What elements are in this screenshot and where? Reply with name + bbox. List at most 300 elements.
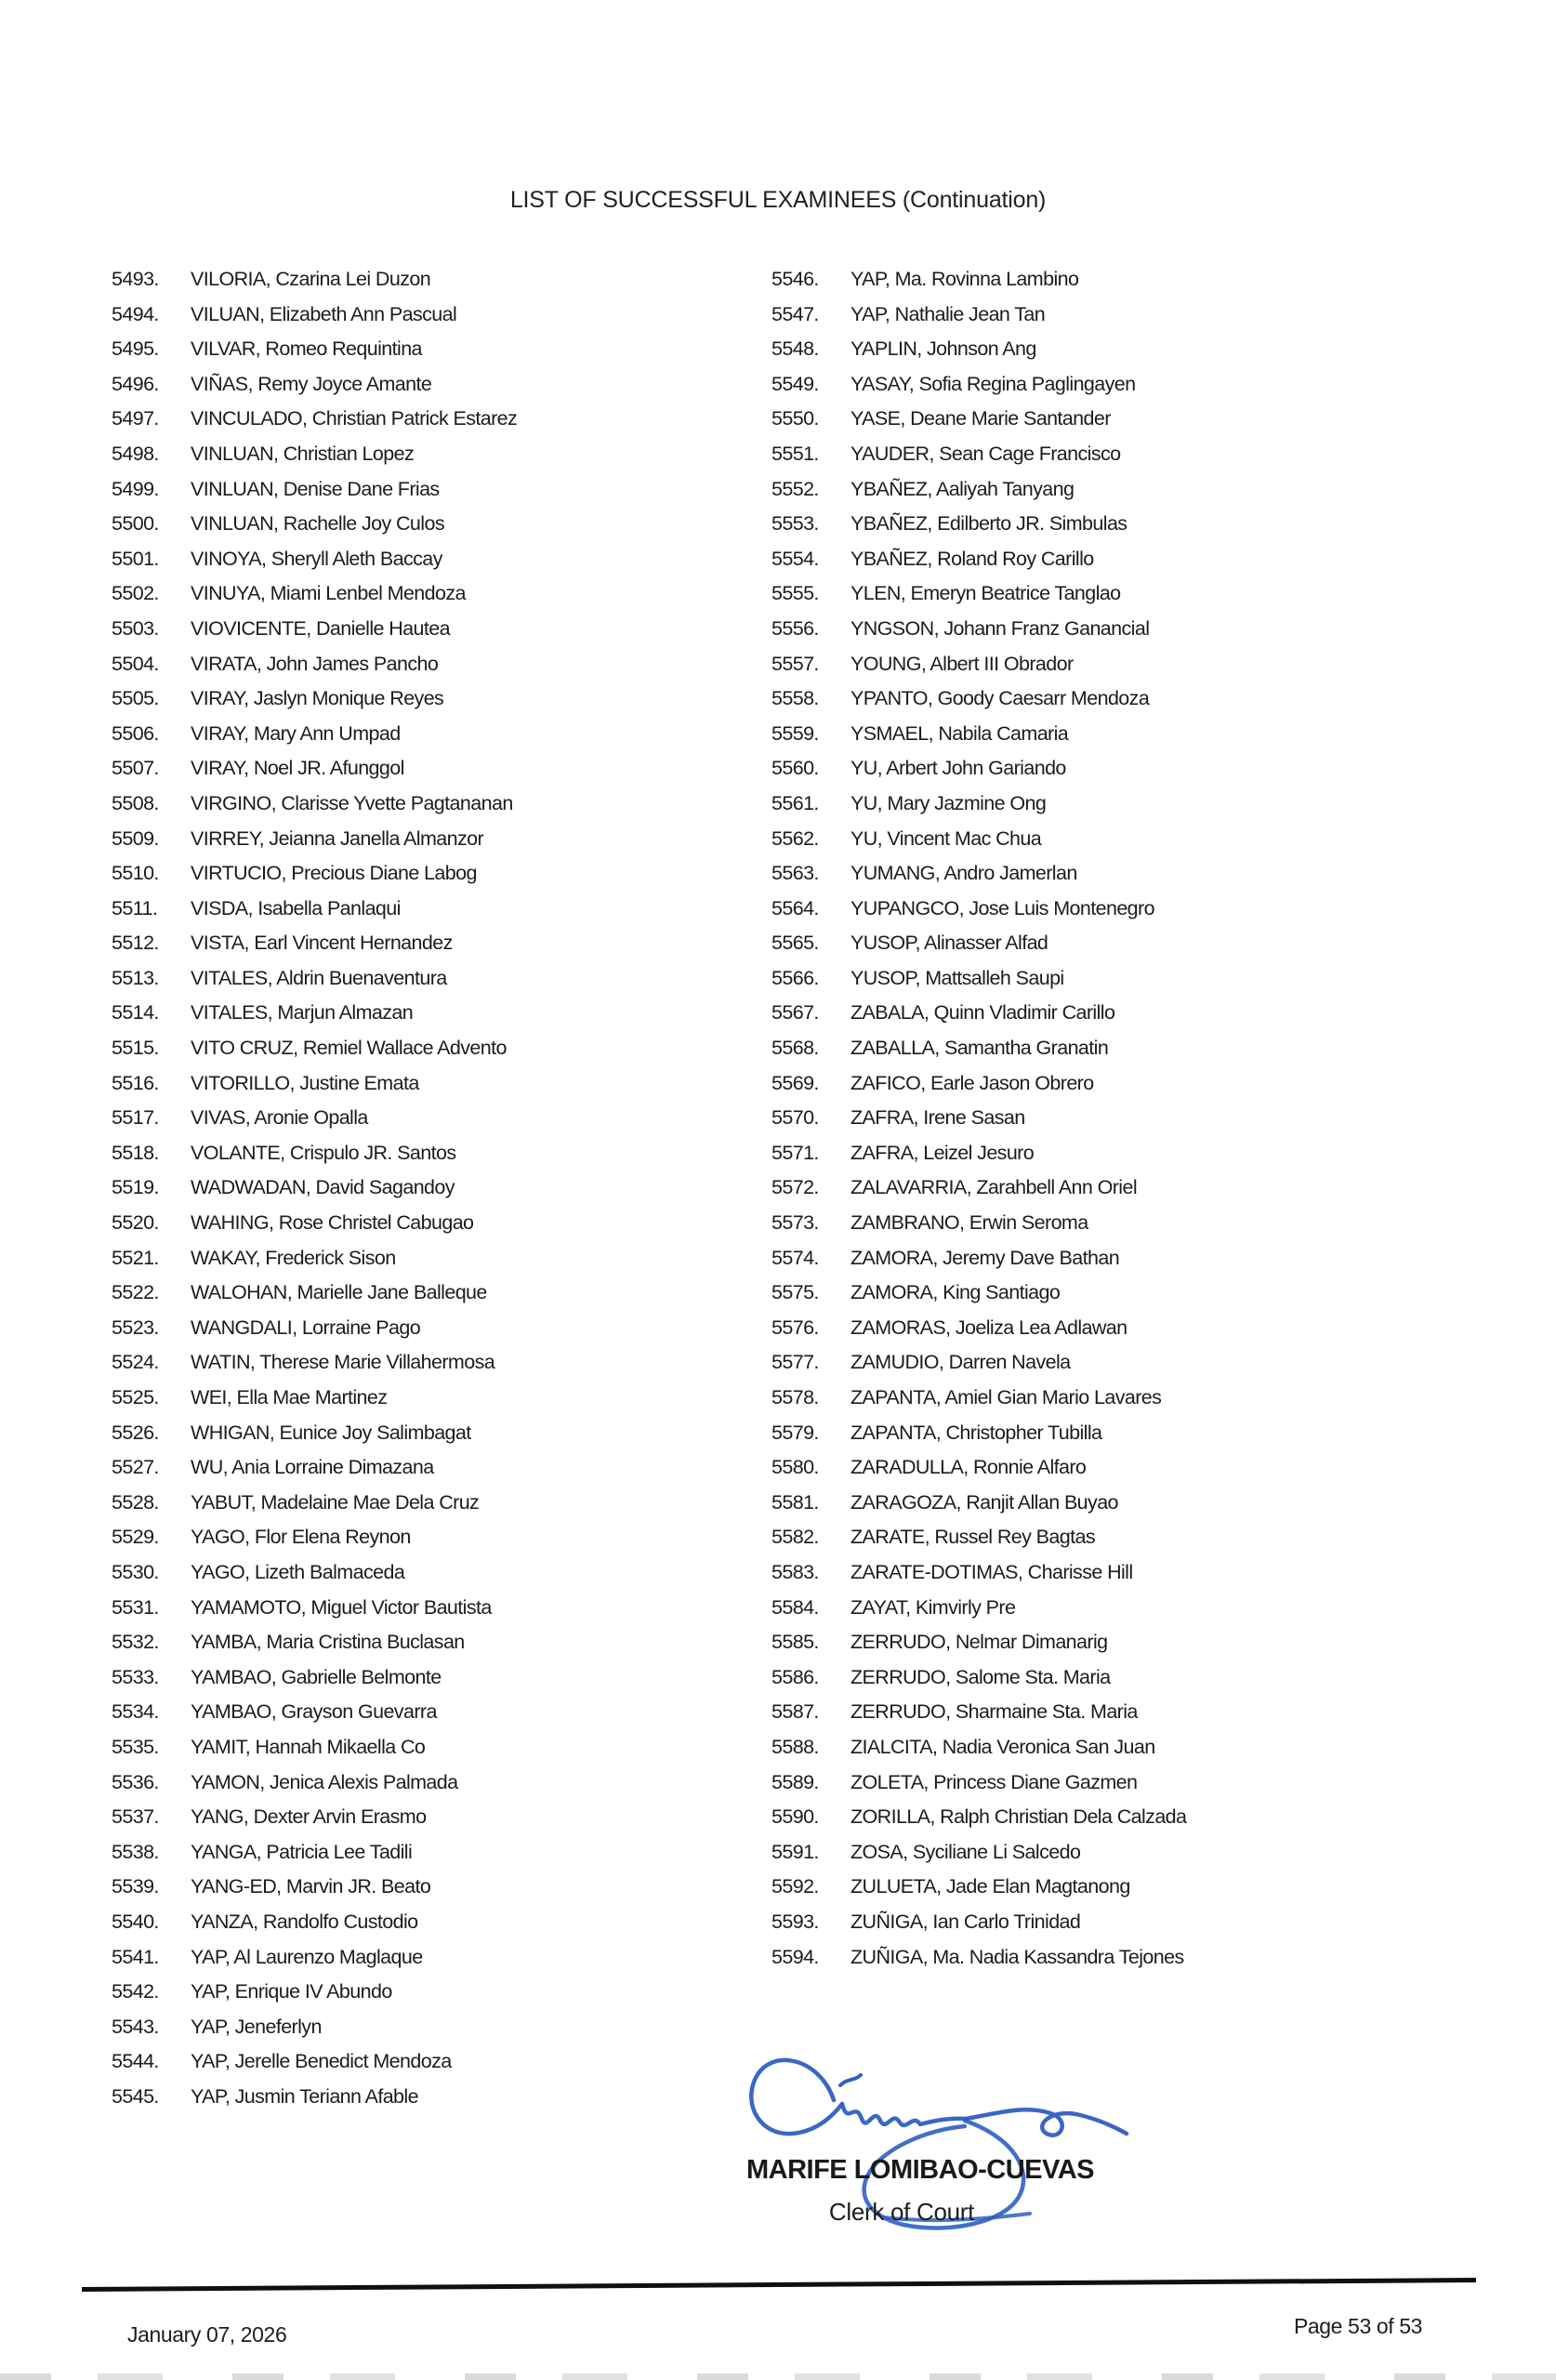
examinee-row — [112, 2050, 762, 2085]
examinee-number: 5526. — [112, 1421, 159, 1444]
examinee-row — [771, 827, 1478, 863]
examinee-name: VIRAY, Jaslyn Monique Reyes — [191, 687, 444, 710]
examinee-number: 5578. — [771, 1386, 819, 1408]
examinee-row — [771, 1805, 1478, 1841]
examinee-row — [771, 1456, 1478, 1491]
examinee-row — [112, 967, 762, 1002]
examinee-name: VISDA, Isabella Panlaqui — [191, 896, 401, 919]
examinee-name: YAGO, Lizeth Balmaceda — [191, 1560, 405, 1583]
examinee-row — [112, 1946, 762, 1981]
examinee-row — [112, 1771, 762, 1806]
examinee-number: 5577. — [771, 1351, 819, 1374]
examinee-row — [112, 1666, 762, 1701]
examinee-number: 5547. — [771, 302, 819, 325]
examinee-number: 5562. — [771, 826, 819, 850]
examinee-name: YASAY, Sofia Regina Paglingayen — [851, 372, 1136, 395]
examinee-name: ZUÑIGA, Ian Carlo Trinidad — [851, 1910, 1081, 1933]
examinee-row — [771, 1526, 1478, 1561]
signatory-name: MARIFE LOMIBAO-CUEVAS — [745, 2155, 1094, 2185]
examinee-name: VIOVICENTE, Danielle Hautea — [191, 616, 450, 640]
examinee-name: VILVAR, Romeo Requintina — [191, 337, 422, 361]
examinee-name: YOUNG, Albert III Obrador — [851, 652, 1074, 675]
examinee-name: YANG, Dexter Arvin Erasmo — [191, 1805, 427, 1829]
examinee-name: ZERRUDO, Nelmar Dimanarig — [851, 1631, 1108, 1654]
examinee-name: YAMBAO, Gabrielle Belmonte — [191, 1665, 442, 1688]
examinee-number: 5587. — [771, 1700, 819, 1724]
examinee-number: 5552. — [771, 477, 819, 500]
examinee-name: VIRGINO, Clarisse Yvette Pagtananan — [191, 791, 513, 814]
examinee-name: ZARADULLA, Ronnie Alfaro — [851, 1456, 1087, 1479]
examinee-row — [112, 303, 762, 338]
examinee-number: 5588. — [771, 1735, 819, 1758]
examinee-row — [112, 268, 762, 303]
examinee-row — [771, 512, 1478, 548]
examinee-row — [771, 653, 1478, 688]
examinee-row — [112, 1351, 762, 1386]
examinee-name: WALOHAN, Marielle Jane Balleque — [191, 1281, 487, 1304]
examinee-row — [112, 1875, 762, 1911]
examinee-number: 5583. — [771, 1560, 819, 1583]
examinee-name: VIRREY, Jeianna Janella Almanzor — [191, 826, 484, 850]
examinee-row — [112, 1526, 762, 1561]
examinee-row — [771, 1666, 1478, 1701]
examinee-row — [112, 1980, 762, 2016]
examinee-number: 5508. — [112, 791, 159, 814]
examinee-name: WHIGAN, Eunice Joy Salimbagat — [191, 1421, 471, 1444]
examinee-row — [112, 478, 762, 513]
examinee-number: 5541. — [112, 1945, 159, 1968]
examinee-row — [112, 1736, 762, 1771]
examinee-number: 5573. — [771, 1211, 819, 1235]
examinee-row — [771, 967, 1478, 1002]
examinee-number: 5510. — [112, 862, 159, 885]
examinee-number: 5593. — [771, 1910, 819, 1933]
examinee-row — [112, 1491, 762, 1527]
examinee-number: 5586. — [771, 1665, 819, 1688]
examinee-row — [112, 1700, 762, 1736]
examinee-number: 5497. — [112, 407, 159, 430]
examinee-row — [771, 1316, 1478, 1352]
examinee-name: YAMON, Jenica Alexis Palmada — [191, 1770, 458, 1793]
examinee-name: YAP, Jerelle Benedict Mendoza — [191, 2050, 452, 2073]
examinee-name: VINLUAN, Denise Dane Frias — [191, 477, 440, 500]
examinee-row — [112, 1211, 762, 1247]
examinee-number: 5570. — [771, 1106, 819, 1130]
examinee-number: 5556. — [771, 616, 819, 640]
examinee-number: 5545. — [112, 2084, 159, 2108]
examinee-name: WANGDALI, Lorraine Pago — [191, 1316, 421, 1339]
examinee-row — [112, 792, 762, 827]
examinee-row — [771, 1491, 1478, 1527]
examinee-row — [771, 1421, 1478, 1457]
examinee-name: ZABALLA, Samantha Granatin — [851, 1037, 1109, 1060]
examinee-row — [771, 792, 1478, 827]
examinee-row — [112, 1596, 762, 1632]
examinee-row — [771, 478, 1478, 513]
examinee-name: VITALES, Marjun Almazan — [191, 1001, 414, 1025]
examinee-row — [112, 1281, 762, 1316]
examinee-number: 5584. — [771, 1595, 819, 1619]
examinee-number: 5520. — [112, 1211, 159, 1235]
footer-date: January 07, 2026 — [127, 2322, 287, 2347]
examinee-number: 5558. — [771, 687, 819, 710]
examinee-name: YBAÑEZ, Roland Roy Carillo — [851, 547, 1094, 570]
examinee-name: ZOLETA, Princess Diane Gazmen — [851, 1770, 1138, 1793]
examinee-row — [112, 1072, 762, 1107]
examinee-row — [771, 268, 1478, 303]
examinee-number: 5533. — [112, 1665, 159, 1688]
examinee-name: YAGO, Flor Elena Reynon — [191, 1526, 411, 1549]
examinee-name: VINOYA, Sheryll Aleth Baccay — [191, 547, 442, 570]
examinee-row — [771, 617, 1478, 653]
examinee-number: 5512. — [112, 932, 159, 955]
examinee-number: 5594. — [771, 1945, 819, 1968]
examinee-name: VOLANTE, Crispulo JR. Santos — [191, 1141, 456, 1164]
examinee-row — [771, 722, 1478, 758]
examinee-name: ZARAGOZA, Ranjit Allan Buyao — [851, 1490, 1118, 1514]
examinee-row — [112, 1631, 762, 1666]
examinee-row — [771, 1386, 1478, 1421]
examinee-number: 5516. — [112, 1071, 159, 1094]
examinee-name: YANGA, Patricia Lee Tadili — [191, 1840, 413, 1863]
examinee-row — [771, 1631, 1478, 1666]
examinee-name: VITORILLO, Justine Emata — [191, 1071, 419, 1094]
examinee-name: ZORILLA, Ralph Christian Dela Calzada — [851, 1805, 1187, 1829]
signature-block — [734, 2041, 1106, 2301]
examinee-row — [771, 1072, 1478, 1107]
examinee-number: 5505. — [112, 687, 159, 710]
examinee-name: YANG-ED, Marvin JR. Beato — [191, 1875, 431, 1898]
examinee-name: WAHING, Rose Christel Cabugao — [191, 1211, 474, 1235]
examinee-row — [112, 1456, 762, 1491]
examinee-row — [771, 1771, 1478, 1806]
examinee-number: 5569. — [771, 1071, 819, 1094]
examinee-name: YUSOP, Mattsalleh Saupi — [851, 966, 1064, 989]
examinee-row — [112, 548, 762, 583]
examinee-number: 5513. — [112, 966, 159, 989]
examinee-row — [112, 653, 762, 688]
examinee-name: YANZA, Randolfo Custodio — [191, 1910, 418, 1933]
examinee-name: VINLUAN, Christian Lopez — [191, 442, 415, 465]
examinee-name: YUMANG, Andro Jamerlan — [851, 862, 1077, 885]
examinee-row — [771, 1001, 1478, 1037]
examinee-name: YAMBAO, Grayson Guevarra — [191, 1700, 437, 1724]
examinee-number: 5519. — [112, 1176, 159, 1199]
examinee-number: 5589. — [771, 1770, 819, 1793]
examinee-name: WU, Ania Lorraine Dimazana — [191, 1456, 434, 1479]
examinee-name: VIÑAS, Remy Joyce Amante — [191, 372, 432, 395]
examinee-name: ZULUETA, Jade Elan Magtanong — [851, 1875, 1130, 1898]
footer-page-number: Page 53 of 53 — [1293, 2314, 1422, 2338]
examinee-number: 5560. — [771, 757, 819, 780]
examinee-row — [112, 1316, 762, 1352]
examinee-row — [112, 443, 762, 478]
examinee-number: 5565. — [771, 932, 819, 955]
signatory-title: Clerk of Court — [828, 2198, 975, 2226]
examinee-number: 5499. — [112, 477, 159, 500]
examinee-number: 5550. — [771, 407, 819, 430]
examinee-number: 5568. — [771, 1037, 819, 1060]
examinee-row — [771, 757, 1478, 792]
page-title: LIST OF SUCCESSFUL EXAMINEES (Continuation) — [509, 187, 1047, 213]
examinee-number: 5572. — [771, 1176, 819, 1199]
examinee-row — [112, 827, 762, 863]
examinee-number: 5496. — [112, 372, 159, 395]
examinee-row — [771, 303, 1478, 338]
examinee-row — [771, 1247, 1478, 1282]
examinee-row — [112, 897, 762, 932]
examinee-name: YAMAMOTO, Miguel Victor Bautista — [191, 1595, 492, 1619]
examinee-name: ZARATE, Russel Rey Bagtas — [851, 1526, 1095, 1549]
examinee-row — [112, 932, 762, 967]
examinee-number: 5529. — [112, 1526, 159, 1549]
examinee-name: YAP, Jusmin Teriann Afable — [191, 2084, 418, 2108]
examinee-name: YAUDER, Sean Cage Francisco — [851, 442, 1121, 465]
examinee-name: YAP, Nathalie Jean Tan — [851, 302, 1046, 325]
examinee-number: 5493. — [112, 268, 159, 290]
examinee-number: 5566. — [771, 966, 819, 989]
examinee-number: 5575. — [771, 1281, 819, 1304]
examinee-name: YSMAEL, Nabila Camaria — [851, 721, 1069, 745]
examinee-name: ZARATE-DOTIMAS, Charisse Hill — [851, 1560, 1133, 1583]
examinee-row — [112, 722, 762, 758]
examinee-name: VIRATA, John James Pancho — [191, 652, 439, 675]
examinee-number: 5544. — [112, 2050, 159, 2073]
examinee-number: 5539. — [112, 1875, 159, 1898]
examinee-number: 5540. — [112, 1910, 159, 1933]
examinee-row — [771, 1281, 1478, 1316]
examinee-number: 5581. — [771, 1490, 819, 1514]
examinee-name: YPANTO, Goody Caesarr Mendoza — [851, 687, 1150, 710]
examinee-number: 5548. — [771, 337, 819, 361]
examinee-number: 5524. — [112, 1351, 159, 1374]
examinee-number: 5535. — [112, 1735, 159, 1758]
examinee-number: 5534. — [112, 1700, 159, 1724]
examinee-number: 5543. — [112, 2015, 159, 2038]
examinee-number: 5521. — [112, 1246, 159, 1269]
examinee-name: YAP, Al Laurenzo Maglaque — [191, 1945, 423, 1968]
examinee-name: ZAPANTA, Christopher Tubilla — [851, 1421, 1102, 1444]
examinee-number: 5514. — [112, 1001, 159, 1025]
examinee-name: ZAFICO, Earle Jason Obrero — [851, 1071, 1094, 1094]
examinee-row — [112, 1421, 762, 1457]
examinee-row — [771, 337, 1478, 373]
examinee-number: 5592. — [771, 1875, 819, 1898]
examinee-number: 5511. — [112, 896, 158, 919]
examinee-name: YLEN, Emeryn Beatrice Tanglao — [851, 582, 1121, 605]
examinee-number: 5528. — [112, 1490, 159, 1514]
scan-edge-artifact — [0, 2373, 1556, 2380]
examinee-number: 5546. — [771, 268, 819, 290]
examinee-name: YAMBA, Maria Cristina Buclasan — [191, 1631, 465, 1654]
examinee-number: 5590. — [771, 1805, 819, 1829]
examinee-number: 5518. — [112, 1141, 159, 1164]
examinee-number: 5509. — [112, 826, 159, 850]
examinee-number: 5561. — [771, 791, 819, 814]
examinee-row — [112, 687, 762, 722]
examinee-name: VILORIA, Czarina Lei Duzon — [191, 268, 431, 290]
examinee-row — [771, 1351, 1478, 1386]
examinee-row — [112, 1001, 762, 1037]
examinee-number: 5564. — [771, 896, 819, 919]
examinee-row — [771, 1561, 1478, 1596]
examinee-name: YUPANGCO, Jose Luis Montenegro — [851, 896, 1154, 919]
examinee-number: 5504. — [112, 652, 159, 675]
examinee-number: 5551. — [771, 442, 819, 465]
examinee-name: YU, Vincent Mac Chua — [851, 826, 1042, 850]
examinee-number: 5563. — [771, 862, 819, 885]
examinee-column-left — [112, 268, 762, 2120]
examinee-row — [112, 2085, 762, 2121]
examinee-row — [771, 897, 1478, 932]
examinee-row — [771, 1841, 1478, 1876]
examinee-row — [771, 548, 1478, 583]
examinee-row — [771, 1211, 1478, 1247]
examinee-name: YUSOP, Alinasser Alfad — [851, 932, 1048, 955]
examinee-name: ZAYAT, Kimvirly Pre — [851, 1595, 1016, 1619]
examinee-name: YNGSON, Johann Franz Ganancial — [851, 616, 1150, 640]
examinee-row — [112, 1841, 762, 1876]
examinee-row — [112, 582, 762, 617]
examinee-name: VITALES, Aldrin Buenaventura — [191, 966, 447, 989]
examinee-number: 5501. — [112, 547, 159, 570]
examinee-number: 5576. — [771, 1316, 819, 1339]
examinee-name: YBAÑEZ, Edilberto JR. Simbulas — [851, 512, 1127, 536]
examinee-number: 5507. — [112, 757, 159, 780]
examinee-number: 5495. — [112, 337, 159, 361]
examinee-row — [112, 617, 762, 653]
examinee-number: 5538. — [112, 1840, 159, 1863]
examinee-name: VISTA, Earl Vincent Hernandez — [191, 932, 453, 955]
examinee-row — [771, 1946, 1478, 1981]
examinee-row — [112, 757, 762, 792]
examinee-row — [112, 1037, 762, 1072]
examinee-number: 5557. — [771, 652, 819, 675]
examinee-name: ZIALCITA, Nadia Veronica San Juan — [851, 1735, 1155, 1758]
examinee-row — [771, 1911, 1478, 1946]
examinee-name: ZAFRA, Irene Sasan — [851, 1106, 1025, 1130]
examinee-name: ZAMBRANO, Erwin Seroma — [851, 1211, 1088, 1235]
examinee-name: YAP, Enrique IV Abundo — [191, 1980, 392, 2003]
examinee-number: 5559. — [771, 721, 819, 745]
examinee-name: YAPLIN, Johnson Ang — [851, 337, 1036, 361]
examinee-name: ZAMUDIO, Darren Navela — [851, 1351, 1071, 1374]
examinee-row — [112, 2016, 762, 2051]
examinee-name: WADWADAN, David Sagandoy — [191, 1176, 455, 1199]
examinee-name: VIRAY, Noel JR. Afunggol — [191, 757, 404, 780]
examinee-row — [771, 443, 1478, 478]
examinee-name: VINLUAN, Rachelle Joy Culos — [191, 512, 444, 536]
examinee-name: ZAMORA, King Santiago — [851, 1281, 1061, 1304]
examinee-name: VIRTUCIO, Precious Diane Labog — [191, 862, 477, 885]
examinee-name: VILUAN, Elizabeth Ann Pascual — [191, 302, 457, 325]
examinee-row — [771, 1700, 1478, 1736]
examinee-row — [112, 1911, 762, 1946]
examinee-name: ZAMORA, Jeremy Dave Bathan — [851, 1246, 1120, 1269]
examinee-name: VIRAY, Mary Ann Umpad — [191, 721, 401, 745]
examinee-name: VIVAS, Aronie Opalla — [191, 1106, 368, 1130]
examinee-name: ZERRUDO, Sharmaine Sta. Maria — [851, 1700, 1138, 1724]
examinee-row — [771, 1037, 1478, 1072]
examinee-row — [112, 1176, 762, 1211]
examinee-row — [112, 1386, 762, 1421]
examinee-row — [771, 862, 1478, 897]
examinee-name: WAKAY, Frederick Sison — [191, 1246, 396, 1269]
examinee-row — [112, 862, 762, 897]
examinee-name: YU, Arbert John Gariando — [851, 757, 1066, 780]
examinee-number: 5542. — [112, 1980, 159, 2003]
examinee-row — [771, 1875, 1478, 1911]
examinee-name: ZAPANTA, Amiel Gian Mario Lavares — [851, 1386, 1162, 1408]
examinee-number: 5522. — [112, 1281, 159, 1304]
examinee-name: ZABALA, Quinn Vladimir Carillo — [851, 1001, 1115, 1025]
examinee-row — [771, 1106, 1478, 1142]
examinee-number: 5536. — [112, 1770, 159, 1793]
examinee-number: 5494. — [112, 302, 159, 325]
examinee-row — [112, 512, 762, 548]
examinee-row — [112, 1805, 762, 1841]
examinee-number: 5527. — [112, 1456, 159, 1479]
examinee-name: ZAMORAS, Joeliza Lea Adlawan — [851, 1316, 1127, 1339]
examinee-name: YAP, Ma. Rovinna Lambino — [851, 268, 1079, 290]
examinee-name: ZERRUDO, Salome Sta. Maria — [851, 1665, 1111, 1688]
examinee-number: 5503. — [112, 616, 159, 640]
examinee-number: 5580. — [771, 1456, 819, 1479]
examinee-number: 5517. — [112, 1106, 159, 1130]
examinee-row — [112, 1106, 762, 1142]
examinee-number: 5523. — [112, 1316, 159, 1339]
examinee-number: 5591. — [771, 1840, 819, 1863]
examinee-row — [112, 1142, 762, 1177]
examinee-row — [771, 1596, 1478, 1632]
examinee-number: 5506. — [112, 721, 159, 745]
examinee-row — [771, 1176, 1478, 1211]
examinee-number: 5532. — [112, 1631, 159, 1654]
examinee-row — [771, 1736, 1478, 1771]
examinee-row — [771, 687, 1478, 722]
examinee-name: YU, Mary Jazmine Ong — [851, 791, 1047, 814]
examinee-name: WATIN, Therese Marie Villahermosa — [191, 1351, 495, 1374]
examinee-name: ZUÑIGA, Ma. Nadia Kassandra Tejones — [851, 1945, 1184, 1968]
examinee-number: 5555. — [771, 582, 819, 605]
examinee-number: 5567. — [771, 1001, 819, 1025]
examinee-number: 5579. — [771, 1421, 819, 1444]
examinee-name: ZOSA, Syciliane Li Salcedo — [851, 1840, 1081, 1863]
examinee-name: YAMIT, Hannah Mikaella Co — [191, 1735, 426, 1758]
examinee-number: 5553. — [771, 512, 819, 536]
examinee-name: YAP, Jeneferlyn — [191, 2015, 322, 2038]
examinee-name: YASE, Deane Marie Santander — [851, 407, 1111, 430]
examinee-row — [771, 373, 1478, 408]
examinee-name: YBAÑEZ, Aaliyah Tanyang — [851, 477, 1075, 500]
examinee-row — [112, 407, 762, 443]
examinee-row — [771, 407, 1478, 443]
examinee-number: 5585. — [771, 1631, 819, 1654]
examinee-number: 5549. — [771, 372, 819, 395]
examinee-number: 5515. — [112, 1037, 159, 1060]
examinee-name: WEI, Ella Mae Martinez — [191, 1386, 388, 1408]
examinee-row — [112, 337, 762, 373]
examinee-number: 5530. — [112, 1560, 159, 1583]
examinee-number: 5582. — [771, 1526, 819, 1549]
examinee-row — [771, 932, 1478, 967]
examinee-name: VINCULADO, Christian Patrick Estarez — [191, 407, 518, 430]
examinee-number: 5502. — [112, 582, 159, 605]
examinee-number: 5525. — [112, 1386, 159, 1408]
examinee-number: 5554. — [771, 547, 819, 570]
examinee-number: 5571. — [771, 1141, 819, 1164]
examinee-name: YABUT, Madelaine Mae Dela Cruz — [191, 1490, 480, 1514]
